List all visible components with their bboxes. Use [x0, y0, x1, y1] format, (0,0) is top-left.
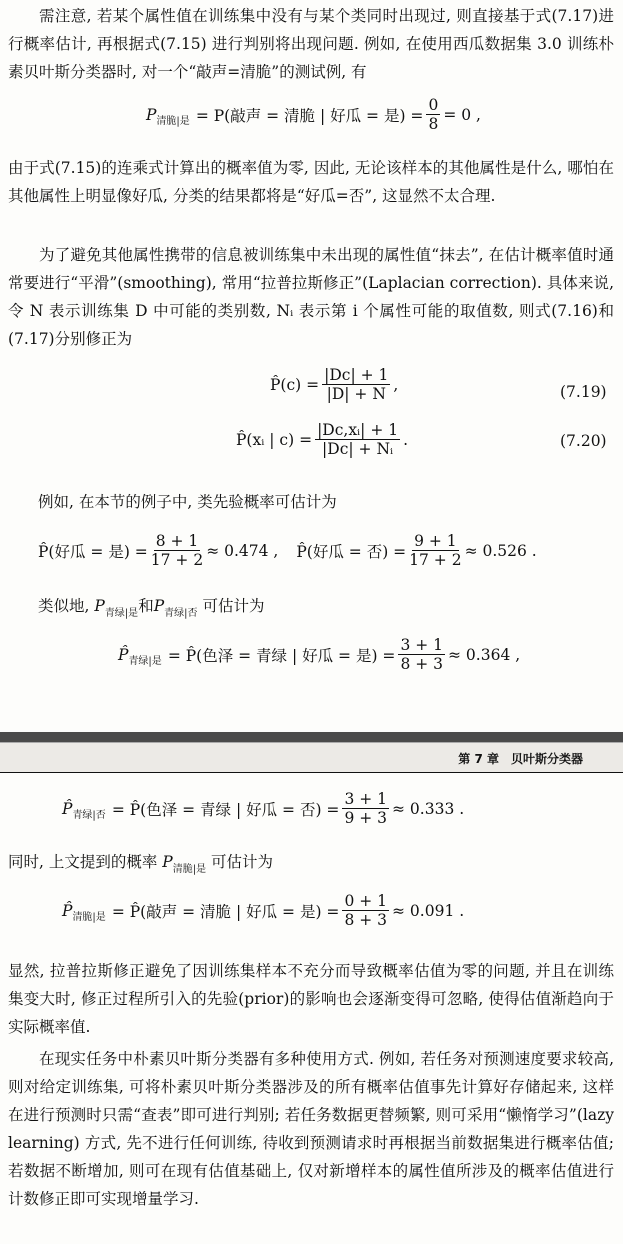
- eq-tail: ≈ 0.364 ,: [448, 645, 521, 664]
- fraction: [151, 532, 203, 569]
- text: 可估计为: [211, 853, 274, 871]
- paragraph-similarly: 类似地, $P_{青绿|是}$和$P_{青绿|否}$ 可估计为: [38, 597, 265, 619]
- eq-subscript: 清脆|是: [72, 912, 106, 923]
- eq-tail: ≈ 0.091 .: [392, 901, 465, 920]
- text: 类似地,: [38, 597, 90, 615]
- eq-body: = P̂(色泽 = 青绿 | 好瓜 = 否) =: [111, 800, 340, 819]
- numerator: 3 + 1: [400, 636, 444, 654]
- running-header: [0, 743, 623, 773]
- denominator: |Dc| + Nᵢ: [322, 440, 394, 458]
- fraction: [322, 366, 390, 403]
- text: 同时, 上文提到的概率: [8, 853, 158, 871]
- numerator: 8 + 1: [155, 532, 199, 550]
- numerator: |Dc,xᵢ| + 1: [317, 421, 399, 439]
- equation-number-7-19: (7.19): [560, 383, 607, 401]
- denominator: 8 + 3: [344, 911, 388, 929]
- equation-number-7-20: (7.20): [560, 432, 607, 450]
- eq-tail: ,: [393, 375, 399, 394]
- numerator: 0: [428, 96, 439, 114]
- paragraph-meanwhile: 同时, 上文提到的概率 $P_{清脆|是}$ 可估计为: [8, 853, 274, 875]
- equation-qingcui-unsmoothed: P 清脆|是 = P(敲声 = 清脆 | 好瓜 = 是) = $\frac{0}{8}$ = 0 ,: [146, 96, 481, 133]
- eq-tail: ≈ 0.474 ,: [206, 541, 279, 560]
- equation-qinglv-fou: P̂ 青绿|否 = P̂(色泽 = 青绿 | 好瓜 = 否) = $\frac{3 + 1}{9 + 3}$ ≈ 0.333 .: [62, 790, 465, 827]
- eq-lhs: P̂(好瓜 = 否) =: [296, 542, 407, 561]
- paragraph-laplacian-benefit: 显然, 拉普拉斯修正避免了因训练集样本不充分而导致概率估值为零的问题, 并且在训练集变大时, 修正过程所引入的先验(prior)的影响也会逐渐变得可忽略, 使得估值渐趋向于实际概率值.: [8, 962, 614, 1036]
- eq-subscript: 清脆|是: [156, 116, 190, 127]
- fraction: [398, 636, 445, 673]
- numerator: |Dc| + 1: [324, 366, 389, 384]
- paragraph-prior-example: 例如, 在本节的例子中, 类先验概率可估计为: [38, 493, 337, 511]
- eq-subscript: 青绿|是: [104, 608, 139, 619]
- chapter-title: 第 7 章 贝叶斯分类器: [458, 752, 583, 766]
- page-break-bar: [0, 732, 623, 742]
- equation-qingcui-smoothed: P̂ 清脆|是 = P̂(敲声 = 清脆 | 好瓜 = 是) = $\frac{0 + 1}{8 + 3}$ ≈ 0.091 .: [62, 892, 465, 929]
- denominator: 8: [428, 115, 439, 133]
- eq-subscript: 清脆|是: [172, 864, 207, 875]
- equation-7-20: [236, 421, 408, 458]
- denominator: |D| + N: [326, 385, 386, 403]
- eq-lhs: P̂(c) =: [270, 375, 320, 394]
- paragraph-laplacian: 为了避免其他属性携带的信息被训练集中未出现的属性值“抹去”, 在估计概率值时通常要进行“平滑”(smoothing), 常用“拉普拉斯修正”(Laplacian correction). 具体来说, 令 N 表示训练集 D 中可能的类别数, Nᵢ 表示第 i 个属性可能的取值数, 则式(7.16)和(7.17)分别修正为: [8, 246, 614, 348]
- eq-body: = P(敲声 = 清脆 | 好瓜 = 是) =: [195, 106, 424, 125]
- denominator: 9 + 3: [344, 809, 388, 827]
- fraction: [426, 96, 440, 133]
- eq-tail: .: [403, 430, 409, 449]
- equation-7-19: [270, 366, 398, 403]
- paragraph-zero-probability: 需注意, 若某个属性值在训练集中没有与某个类同时出现过, 则直接基于式(7.17)进行概率估计, 再根据式(7.15) 进行判别将出现问题. 例如, 在使用西瓜数据集 3.0 训练朴素贝叶斯分类器时, 对一个“敲声=清脆”的测试例, 有: [8, 7, 614, 81]
- eq-subscript: 青绿|否: [72, 810, 106, 821]
- denominator: 8 + 3: [400, 655, 444, 673]
- paragraph-product-zero: 由于式(7.15)的连乘式计算出的概率值为零, 因此, 无论该样本的其他属性是什么, 哪怕在其他属性上明显像好瓜, 分类的结果都将是“好瓜=否”, 这显然不太合理.: [8, 159, 614, 205]
- denominator: 17 + 2: [150, 551, 204, 569]
- fraction: [342, 892, 389, 929]
- eq-body: = P̂(敲声 = 清脆 | 好瓜 = 是) =: [111, 902, 340, 921]
- header-rule: [0, 772, 623, 773]
- eq-tail: ≈ 0.333 .: [392, 799, 465, 818]
- fraction: [342, 790, 389, 827]
- denominator: 17 + 2: [409, 551, 462, 569]
- eq-tail: ≈ 0.526 .: [464, 541, 537, 560]
- eq-lhs: P̂(xᵢ | c) =: [236, 430, 313, 449]
- equation-prior-estimates: [38, 532, 537, 569]
- equation-qinglv-shi: P̂ 青绿|是 = P̂(色泽 = 青绿 | 好瓜 = 是) = $\frac{3 + 1}{8 + 3}$ ≈ 0.364 ,: [118, 636, 521, 673]
- paragraph-usage-modes: 在现实任务中朴素贝叶斯分类器有多种使用方式. 例如, 若任务对预测速度要求较高, 则对给定训练集, 可将朴素贝叶斯分类器涉及的所有概率估值事先计算好存储起来, 这样在进行预测时只需“查表”即可进行判别; 若任务数据更替频繁, 则可采用“懒惰学习”(lazy learning) 方式, 先不进行任何训练, 待收到预测请求时再根据当前数据集进行概率估值; 若数据不断增加, 则可在现有估值基础上, 仅对新增样本的属性值所涉及的概率估值进行计数修正即可实现增量学习.: [8, 1050, 614, 1208]
- text: 可估计为: [202, 597, 265, 615]
- text: 和: [138, 597, 154, 615]
- fraction: [315, 421, 400, 458]
- numerator: 0 + 1: [344, 892, 388, 910]
- eq-body: = P̂(色泽 = 青绿 | 好瓜 = 是) =: [167, 646, 396, 665]
- numerator: 9 + 1: [414, 532, 457, 550]
- numerator: 3 + 1: [344, 790, 388, 808]
- fraction: [409, 532, 461, 569]
- eq-subscript: 青绿|是: [128, 656, 162, 667]
- eq-tail: = 0 ,: [443, 105, 481, 124]
- eq-lhs: P̂(好瓜 = 是) =: [38, 542, 148, 561]
- eq-subscript: 青绿|否: [164, 608, 198, 619]
